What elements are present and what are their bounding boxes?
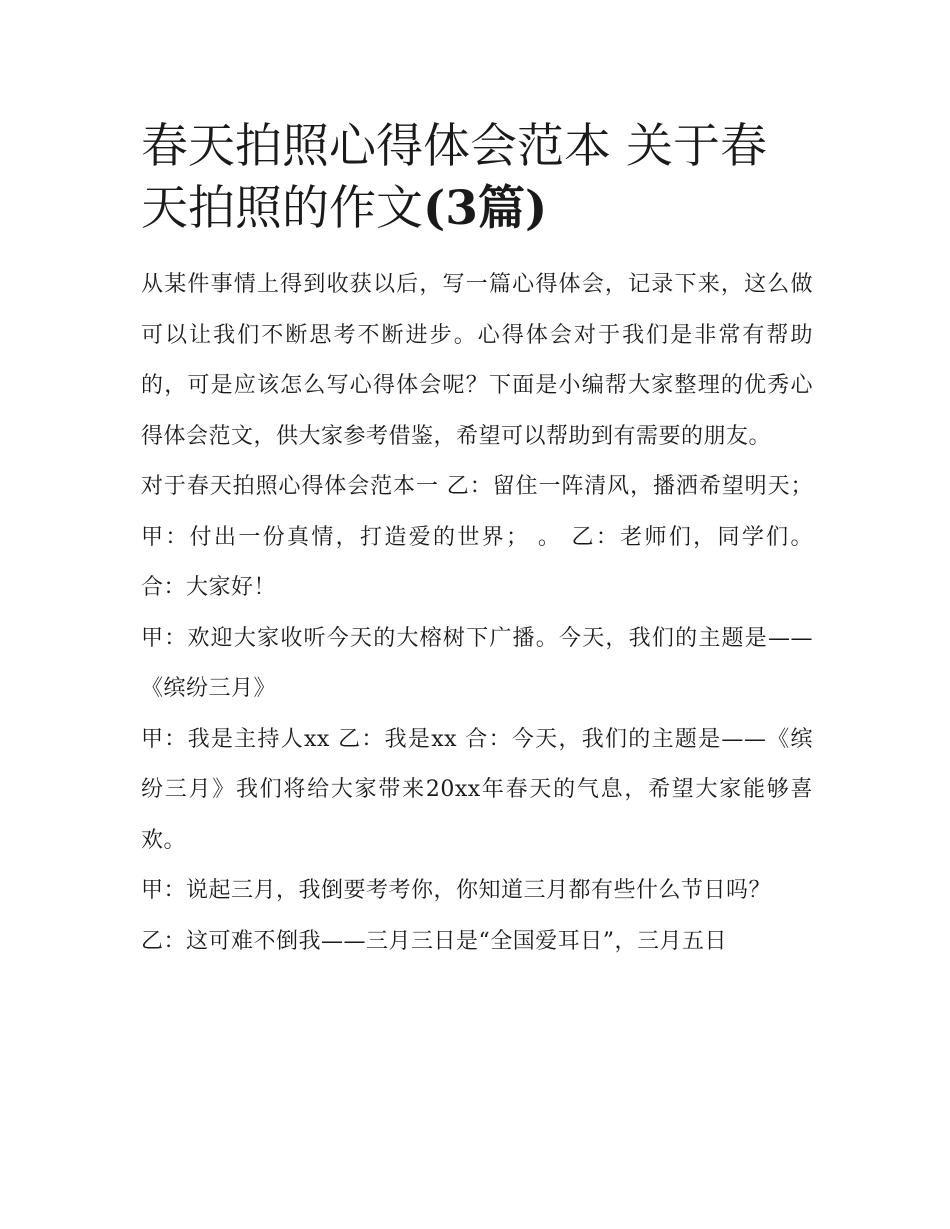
document-page — [141, 116, 813, 967]
document-body — [141, 260, 813, 967]
paragraph-answer: 乙：这可难不倒我——三月三日是“全国爱耳日”，三月五日 — [141, 928, 727, 954]
paragraph-question: 甲：说起三月，我倒要考考你，你知道三月都有些什么节日吗？ — [141, 878, 772, 903]
paragraph-hosts: 甲：我是主持人xx 乙：我是xx 合：今天，我们的主题是——《缤纷三月》我们将给大家带来20xx年春天的气息，希望大家能够喜欢。 — [141, 726, 813, 853]
paragraph-opening-lines: 对于春天拍照心得体会范本一 乙：留住一阵清风，播洒希望明天； 甲：付出一份真情，打造爱的世界； 。 乙：老师们，同学们。 合：大家好！ — [141, 474, 813, 600]
document-title: 春天拍照心得体会范本 关于春天拍照的作文(3篇) — [141, 119, 767, 236]
paragraph-welcome: 甲：欢迎大家收听今天的大榕树下广播。今天，我们的主题是——《缤纷三月》 — [141, 625, 813, 701]
paragraph-intro: 从某件事情上得到收获以后，写一篇心得体会，记录下来，这么做可以让我们不断思考不断进步。心得体会对于我们是非常有帮助的，可是应该怎么写心得体会呢？下面是小编帮大家整理的优秀心得体会范文，供大家参考借鉴，希望可以帮助到有需要的朋友。 — [141, 272, 813, 449]
